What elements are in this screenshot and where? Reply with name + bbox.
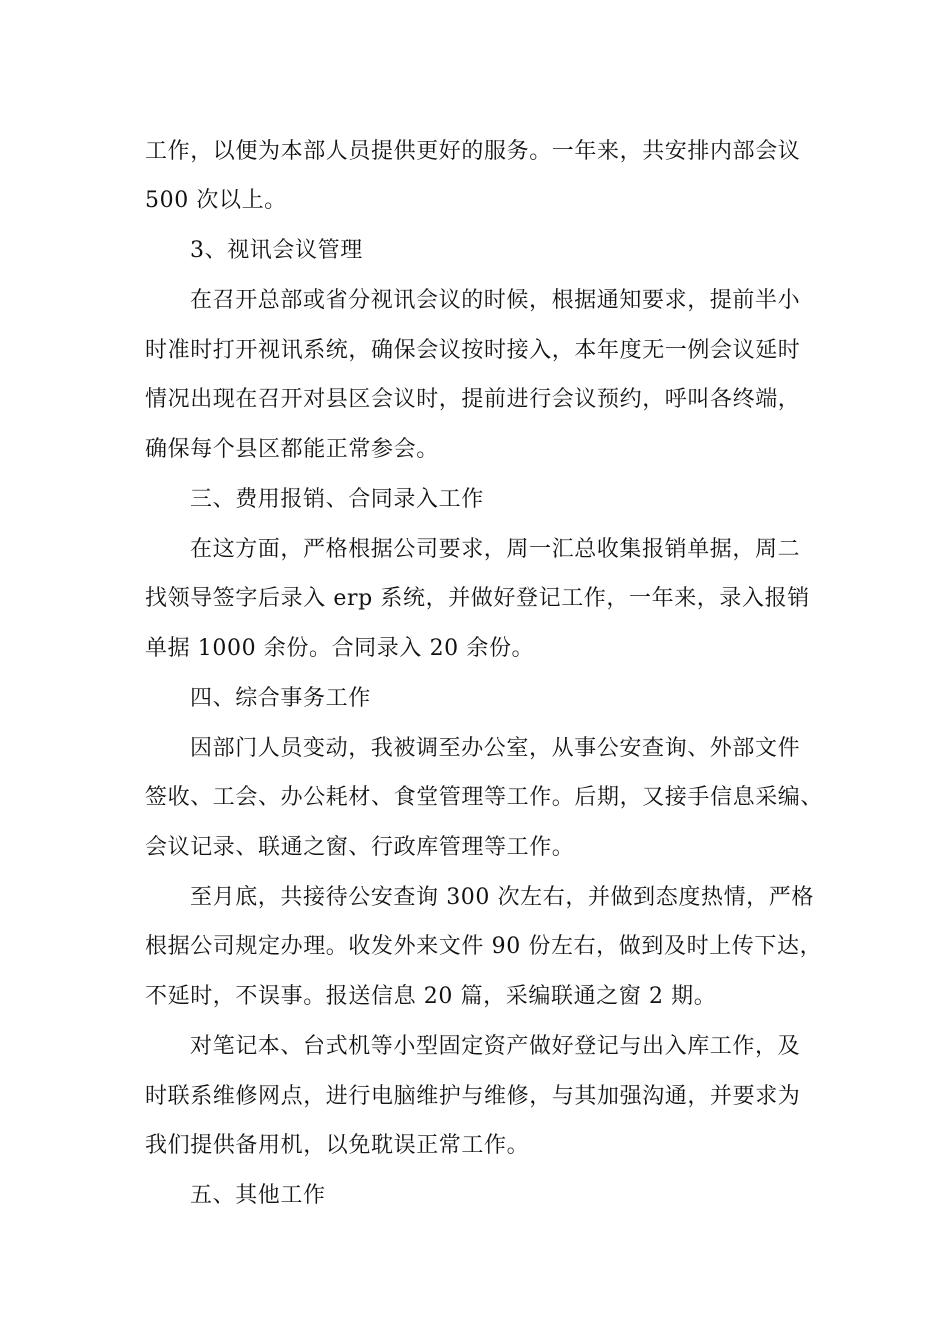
section-heading: 五、其他工作 bbox=[190, 1183, 326, 1208]
section-heading: 三、费用报销、合同录入工作 bbox=[190, 487, 484, 512]
subsection-heading: 3、视讯会议管理 bbox=[190, 238, 363, 263]
body-text-line: 时准时打开视讯系统，确保会议按时接入，本年度无一例会议延时 bbox=[145, 338, 801, 363]
body-text-line: 我们提供备用机，以免耽误正常工作。 bbox=[145, 1133, 530, 1158]
body-text-line: 确保每个县区都能正常参会。 bbox=[145, 437, 439, 462]
body-text-line: 对笔记本、台式机等小型固定资产做好登记与出入库工作，及 bbox=[190, 1034, 801, 1059]
body-text-line: 会议记录、联通之窗、行政库管理等工作。 bbox=[145, 835, 575, 860]
body-text-line: 时联系维修网点，进行电脑维护与维修，与其加强沟通，并要求为 bbox=[145, 1084, 801, 1109]
body-text-line: 500 次以上。 bbox=[145, 188, 287, 213]
section-heading: 四、综合事务工作 bbox=[190, 686, 371, 711]
body-text-line: 找领导签字后录入 erp 系统，并做好登记工作，一年来，录入报销 bbox=[145, 586, 810, 611]
body-text-line: 不延时，不误事。报送信息 20 篇，采编联通之窗 2 期。 bbox=[145, 984, 717, 1009]
body-text-line: 因部门人员变动，我被调至办公室，从事公安查询、外部文件 bbox=[190, 736, 801, 761]
body-text-line: 工作，以便为本部人员提供更好的服务。一年来，共安排内部会议 bbox=[145, 139, 801, 164]
body-text-line: 在召开总部或省分视讯会议的时候，根据通知要求，提前半小 bbox=[190, 288, 801, 313]
body-text-line: 签收、工会、办公耗材、食堂管理等工作。后期，又接手信息采编、 bbox=[145, 785, 824, 810]
body-text-line: 在这方面，严格根据公司要求，周一汇总收集报销单据，周二 bbox=[190, 537, 801, 562]
body-text-line: 单据 1000 余份。合同录入 20 余份。 bbox=[145, 636, 535, 661]
body-text-line: 情况出现在召开对县区会议时，提前进行会议预约，呼叫各终端， bbox=[145, 387, 801, 412]
body-text-line: 根据公司规定办理。收发外来文件 90 份左右，做到及时上传下达， bbox=[145, 934, 823, 959]
body-text-line: 至月底，共接待公安查询 300 次左右，并做到态度热情，严格 bbox=[190, 885, 814, 910]
